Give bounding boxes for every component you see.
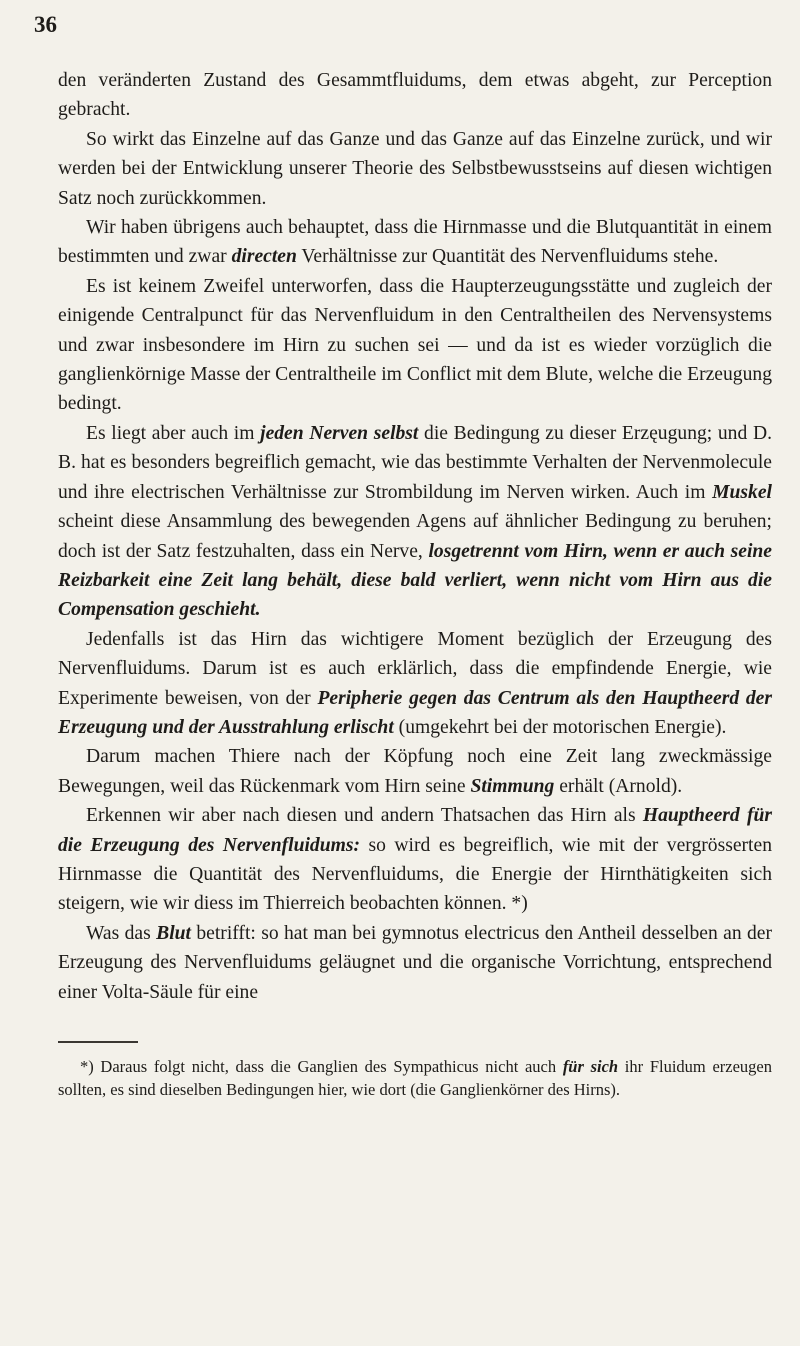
paragraph	[58, 419, 772, 625]
text-run: betrifft: so hat man bei gymnotus electricus den Antheil desselben an der Erzeugung des Nervenfluidums geläugnet und die organische Vorrichtung, entsprechend einer Volta-Säule für eine	[58, 922, 773, 1003]
text-run: So wirkt das Einzelne auf das Ganze und das Ganze auf das Einzelne zurück, und wir werden bei der Entwicklung unserer Theorie des Selbstbewusstseins auf diesen wichtigen Satz noch zurückkommen.	[58, 128, 772, 209]
emphasis-text: Stimmung	[470, 775, 555, 797]
footnote	[58, 1055, 772, 1101]
text-run: Wir haben übrigens auch behauptet, dass die Hirnmasse und die Blutquantität in einem bestimmten und zwar	[58, 217, 772, 268]
text-run: (umgekehrt bei der motorischen Energie).	[393, 716, 727, 738]
text-run: den veränderten Zustand des Gesammtfluidums, dem etwas abgeht, zur Perception gebracht.	[58, 70, 772, 121]
paragraph	[58, 625, 772, 743]
text-run: die Bedingung zu dieser Erzęugung; und D. B. hat es besonders begreiflich gemacht, wie das bestimmte Verhalten der Nervenmolecule und ihre electrischen Verhältnisse zur Strombildung im Nerven wirken. Auch im	[58, 422, 772, 503]
page-number: 36	[34, 12, 57, 37]
paragraph	[58, 213, 772, 272]
text-run: Verhältnisse zur Quantität des Nervenfluidums stehe.	[296, 246, 719, 268]
text-run: Es ist keinem Zweifel unterworfen, dass die Haupterzeugungsstätte und zugleich der einigende Centralpunct für das Nervenfluidum in den Centraltheilen des Nervensystems und zwar insbesondere im Hirn zu suchen sei — und da ist es wieder vorzüglich die ganglienkörnige Masse der Centraltheile im Conflict mit dem Blute, welche die Erzeugung bedingt.	[58, 275, 772, 415]
text-run: scheint diese Ansammlung des bewegenden Agens auf ähnlicher Bedingung zu beruhen; doch ist der Satz festzuhalten, dass ein Nerve,	[58, 511, 772, 562]
text-run: Was das	[86, 922, 157, 944]
text-run: Darum machen Thiere nach der Köpfung noch eine Zeit lang zweckmässige Bewegungen, weil das Rückenmark vom Hirn seine	[58, 746, 772, 797]
footnote-rule	[58, 1041, 138, 1043]
emphasis-text: Hauptheerd für die Erzeugung des Nervenfluidums:	[58, 805, 772, 856]
text-run: so wird es begreiflich, wie mit der vergrösserten Hirnmasse die Quantität des Nervenfluidums, die Energie der Hirnthätigkeiten sich steigern, wie wir diess im Thierreich beobachten können. *)	[58, 834, 772, 915]
emphasis-text: Blut	[156, 922, 191, 944]
text-run: erhält (Arnold).	[554, 775, 683, 797]
text-run: *) Daraus folgt nicht, dass die Ganglien des Sympathicus nicht auch	[80, 1057, 563, 1076]
emphasis-text: für sich	[562, 1057, 619, 1076]
emphasis-text: Muskel	[712, 481, 772, 503]
paragraph	[58, 66, 772, 125]
emphasis-text: directen	[231, 246, 297, 268]
paragraph	[58, 919, 772, 1007]
main-text	[58, 66, 772, 1007]
footnote-text	[58, 1055, 772, 1101]
text-run: Erkennen wir aber nach diesen und andern Thatsachen das Hirn als	[86, 805, 643, 827]
text-run: Jedenfalls ist das Hirn das wichtigere Moment bezüglich der Erzeugung des Nervenfluidums. Darum ist es auch erklärlich, dass die empfindende Energie, wie Experimente beweisen, von der	[58, 628, 772, 709]
text-run: Es liegt aber auch im	[86, 422, 261, 444]
paragraph	[58, 742, 772, 801]
paragraph	[58, 125, 772, 213]
text-run: ihr Fluidum erzeugen sollten, es sind dieselben Bedingungen hier, wie dort (die Ganglienkörner des Hirns).	[58, 1057, 772, 1099]
emphasis-text: Peripherie gegen das Centrum als den Hauptheerd der Erzeugung und der Ausstrahlung erlischt	[58, 687, 773, 738]
emphasis-text: losgetrennt vom Hirn, wenn er auch seine Reizbarkeit eine Zeit lang behält, diese bald verliert, wenn nicht vom Hirn aus die Compensation geschieht.	[58, 540, 773, 621]
paragraph	[58, 801, 772, 919]
emphasis-text: jeden Nerven selbst	[260, 422, 419, 444]
paragraph	[58, 272, 772, 419]
